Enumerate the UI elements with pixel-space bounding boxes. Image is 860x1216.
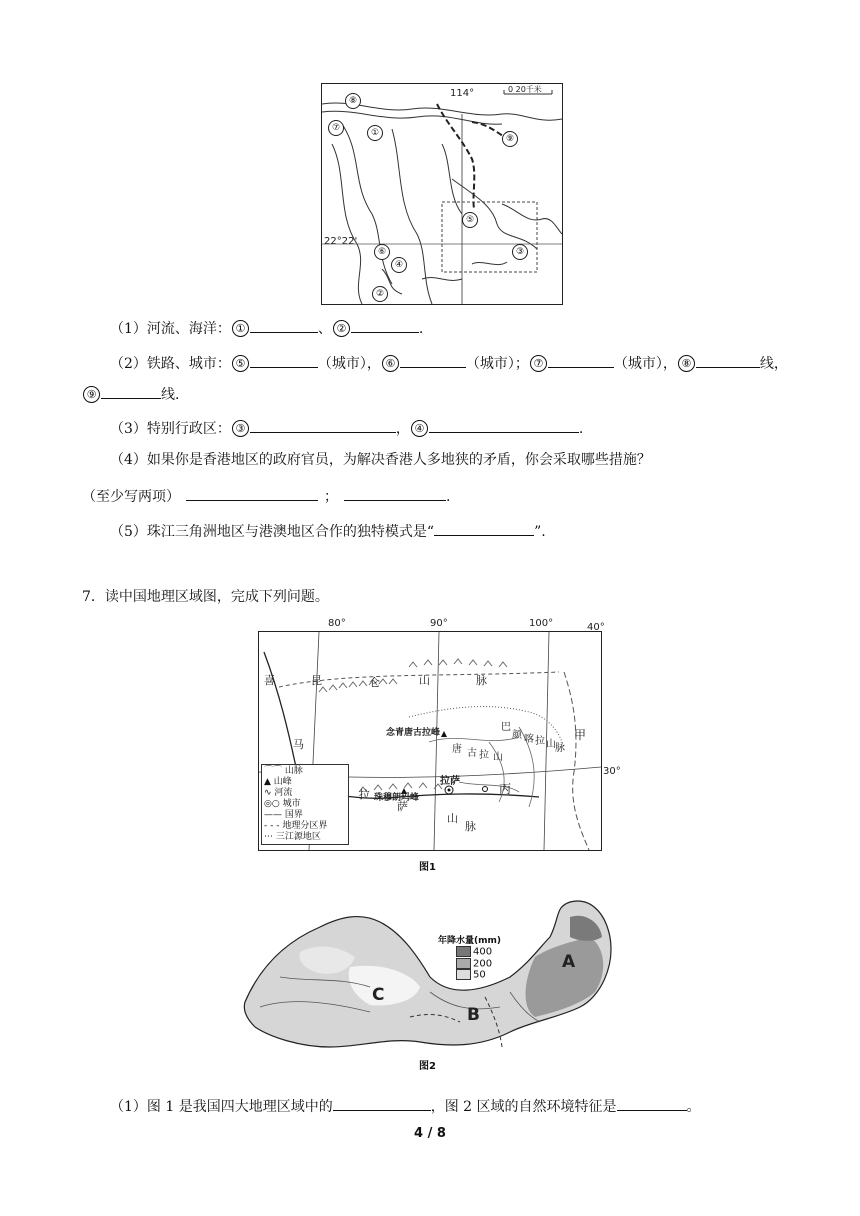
answer-blank-5[interactable] — [250, 351, 318, 368]
fig1-legend — [261, 764, 349, 845]
legend-text: 山峰 — [273, 777, 292, 787]
label-nyainqentanglha: 念青唐古拉峰 — [386, 728, 441, 738]
map1-marker-8-top: ⑧ — [345, 93, 361, 109]
legend-three-rivers: ⋯ 三江源地区 — [264, 832, 321, 842]
marker-4-ref: ④ — [411, 420, 428, 437]
closing-quote: ”. — [534, 524, 546, 540]
map1-marker-4: ④ — [391, 257, 407, 273]
region-a-label: A — [562, 952, 576, 972]
fig1-lon-100: 100° — [529, 618, 554, 629]
fig2-caption: 图2 — [419, 1061, 436, 1072]
city-suffix: （城市）， — [613, 356, 677, 372]
city-suffix: （城市）； — [465, 356, 529, 372]
answer-blank-2[interactable] — [351, 316, 419, 333]
label-tang: 唐 — [452, 744, 462, 755]
label-mai-3: 脉 — [465, 820, 476, 833]
region-b-label: B — [467, 1005, 480, 1025]
map1-latitude-label: 22°22' — [324, 236, 358, 247]
pearl-river-delta-map-drawing — [322, 84, 562, 304]
precip-row-200 — [456, 958, 501, 970]
q7-part1 — [110, 1094, 701, 1117]
answer-blank-model[interactable] — [434, 519, 534, 536]
answer-blank-4[interactable] — [429, 416, 579, 433]
q6-part2-cont — [82, 382, 179, 405]
label-lun: 仑 — [369, 676, 380, 689]
q7-part1-text: （1）图 1 是我国四大地理区域中的 — [110, 1099, 333, 1115]
answer-blank-measure-1[interactable] — [186, 484, 318, 501]
marker-2-ref: ② — [333, 320, 350, 337]
label-ma: 马 — [293, 738, 304, 751]
label-ba: 巴 — [501, 722, 511, 733]
marker-8-ref: ⑧ — [678, 355, 695, 372]
precip-value: 400 — [473, 946, 493, 958]
precip-value: 50 — [473, 969, 486, 981]
label-la-3: 拉 — [359, 788, 370, 801]
q6-part2-text: （2）铁路、城市： — [110, 356, 231, 372]
label-jia: 甲 — [574, 728, 587, 742]
legend-text: 河流 — [274, 788, 293, 798]
label-bing: 丙 — [499, 782, 512, 796]
period: . — [578, 421, 584, 437]
legend-text: 城市 — [282, 799, 301, 809]
period: . — [418, 321, 424, 337]
answer-blank-measure-2[interactable] — [344, 484, 446, 501]
label-shan-2: 山 — [493, 752, 503, 763]
legend-region-boundary: - - - 地理分区界 — [264, 821, 328, 831]
precip-swatch — [456, 958, 471, 969]
period: . — [446, 489, 451, 505]
legend-city: ◎○ 城市 — [264, 799, 301, 809]
legend-text: 国界 — [284, 810, 303, 820]
map1-marker-5: ⑤ — [462, 212, 478, 228]
answer-blank-7[interactable] — [548, 351, 614, 368]
fig2-precip-legend — [438, 933, 501, 981]
q6-part4 — [110, 450, 651, 470]
precip-legend-title: 年降水量(mm) — [438, 936, 501, 946]
answer-blank-8[interactable] — [696, 351, 760, 368]
legend-border: —— 国界 — [264, 810, 303, 820]
map1-scale-label: 0 20千米 — [508, 85, 542, 94]
legend-peak: ▲ 山峰 — [264, 777, 292, 787]
label-kun: 昆 — [311, 674, 322, 687]
legend-text: 山脉 — [284, 766, 303, 776]
q7-part1-mid: ，图 2 区域的自然环境特征是 — [430, 1099, 617, 1115]
label-mai-2: 脉 — [555, 743, 565, 754]
fig1-lon-80: 80° — [328, 618, 346, 629]
period: 。 — [686, 1099, 701, 1115]
fig1-lon-90: 90° — [430, 618, 448, 629]
label-shan-1: 山 — [419, 674, 430, 687]
pearl-river-delta-map — [321, 83, 563, 305]
label-yan: 颜 — [512, 730, 522, 741]
marker-3-ref: ③ — [232, 420, 249, 437]
map1-marker-9: ⑨ — [502, 131, 518, 147]
answer-blank-1[interactable] — [250, 316, 318, 333]
precip-value: 200 — [473, 958, 493, 969]
label-ka: 喀 — [524, 734, 534, 745]
legend-text: 地理分区界 — [282, 821, 328, 831]
answer-blank-feature[interactable] — [617, 1094, 687, 1111]
fig1-caption: 图1 — [419, 862, 436, 873]
city-suffix: （城市）， — [317, 356, 381, 372]
fig2-northwest-precip-map — [240, 897, 620, 1057]
map1-marker-3: ③ — [512, 244, 528, 260]
fig1-qinghai-tibet-map — [258, 618, 621, 851]
label-lhasa: 拉萨 — [440, 776, 460, 787]
label-gu: 古 — [467, 748, 477, 759]
marker-7-ref: ⑦ — [530, 355, 547, 372]
answer-blank-6[interactable] — [400, 351, 466, 368]
q6-part4-text2: （至少写两项） — [82, 489, 180, 505]
label-shan-4: 山 — [447, 812, 458, 825]
label-la-2: 拉 — [535, 736, 545, 747]
map1-marker-7: ⑦ — [328, 120, 344, 136]
separator: ； — [324, 489, 338, 505]
q6-part4-text: （4）如果你是香港地区的政府官员，为解决香港人多地狭的矛盾，你会采取哪些措施？ — [110, 452, 651, 468]
marker-1-ref: ① — [232, 320, 249, 337]
map1-marker-6: ⑥ — [374, 244, 390, 260]
q6-part5-text: （5）珠江三角洲地区与港澳地区合作的独特模式是“ — [110, 524, 435, 540]
precip-row-50 — [456, 969, 501, 981]
region-c-label: C — [372, 985, 385, 1005]
page-number: 4 / 8 — [414, 1126, 446, 1141]
q6-part3-text: （3）特别行政区： — [110, 421, 231, 437]
answer-blank-region[interactable] — [333, 1094, 431, 1111]
label-shan-3: 山 — [546, 739, 556, 750]
label-ya: 萨 — [397, 800, 408, 813]
label-xi: 喜 — [264, 674, 275, 687]
q6-part5 — [110, 519, 546, 542]
q7-stem: 7．读中国地理区域图，完成下列问题。 — [82, 589, 329, 605]
separator: 、 — [317, 321, 332, 337]
fig1-lat-40: 40° — [587, 622, 605, 633]
fig1-lat-30: 30° — [603, 766, 621, 777]
legend-text: 三江源地区 — [275, 832, 321, 842]
legend-river: ∿ 河流 — [264, 788, 293, 798]
marker-9-ref: ⑨ — [83, 386, 100, 403]
map1-marker-2: ② — [372, 286, 388, 302]
answer-blank-3[interactable] — [250, 416, 396, 433]
line-suffix: 线. — [161, 387, 180, 403]
answer-blank-9[interactable] — [101, 382, 161, 399]
legend-mountain-range: ⌒⌒ 山脉 — [264, 766, 303, 776]
line-suffix: 线， — [759, 356, 788, 372]
q6-part1-text: （1）河流、海洋： — [110, 321, 231, 337]
q6-part4-cont — [82, 484, 450, 507]
precip-swatch — [456, 946, 471, 957]
label-mai-1: 脉 — [476, 674, 487, 687]
marker-5-ref: ⑤ — [232, 355, 249, 372]
map1-longitude-label: 114° — [450, 88, 475, 99]
marker-6-ref: ⑥ — [382, 355, 399, 372]
label-everest: 珠穆朗玛峰 — [374, 793, 420, 803]
map1-marker-1: ① — [367, 125, 383, 141]
separator: ， — [395, 421, 410, 437]
label-la-1: 拉 — [479, 750, 489, 761]
q6-part3 — [110, 416, 583, 439]
precip-swatch — [456, 969, 471, 980]
q6-part2 — [110, 351, 788, 374]
fig2-map-drawing — [240, 897, 620, 1057]
q6-part1 — [110, 316, 423, 339]
precip-row-400 — [456, 946, 501, 958]
